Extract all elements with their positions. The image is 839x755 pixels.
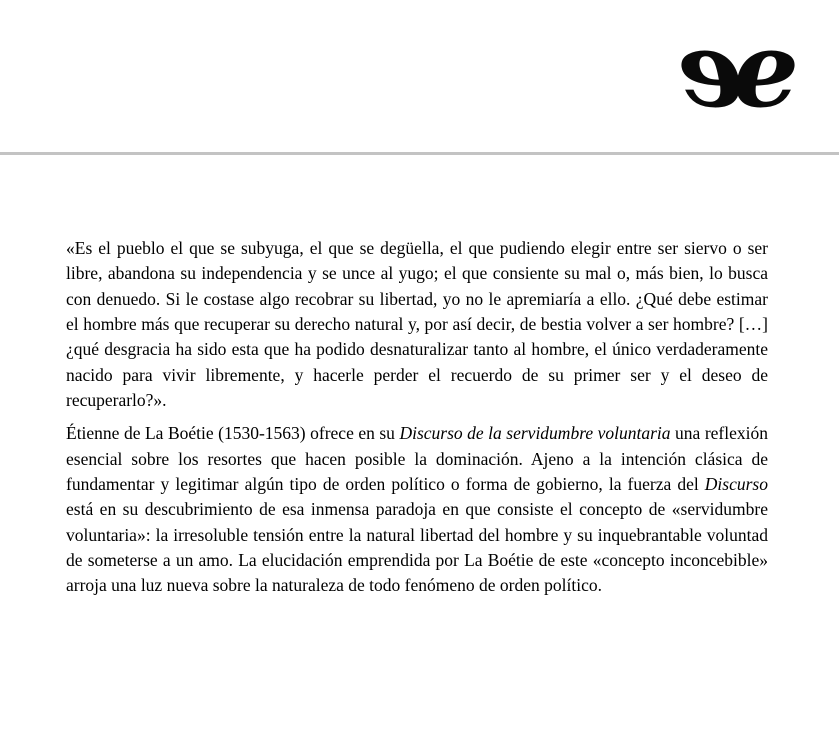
logo-e-icon: e	[732, 8, 799, 131]
description-segment: Étienne de La Boétie (1530-1563) ofrece en su	[66, 423, 400, 444]
epublibre-logo	[676, 8, 799, 131]
quote-text: «Es el pueblo el que se subyuga, el que se degüella, el que pudiendo elegir entre ser siervo o ser libre, abandona su independencia y se unce al yugo; el que consiente su mal o, más bien, lo busca con denuedo. Si le costase algo recobrar su libertad, yo no le apremiaría a ello. ¿Qué debe estimar el hombre más que recuperar su derecho natural y, por así decir, de bestia volver a ser hombre? […] ¿qué desgracia ha sido esta que ha podido desnaturalizar tanto al hombre, el único verdaderamente nacido para vivir libremente, y hacerle perder el recuerdo de su primer ser y el deseo de recuperarlo?».	[66, 238, 768, 411]
book-title-italic: Discurso de la servidumbre voluntaria	[399, 423, 671, 444]
description-paragraph	[66, 421, 768, 598]
description-segment: una reflexión esencial sobre los resortes que hacen posible la dominación. Ajeno a la intención clásica de fundamentar y legitimar algún tipo de orden político o forma de gobierno, la fuerza del	[66, 423, 768, 495]
synopsis-text-block	[66, 236, 768, 599]
horizontal-divider	[0, 152, 839, 155]
quote-paragraph	[66, 236, 768, 413]
logo-mirrored-e-icon: e	[676, 8, 743, 131]
book-title-short-italic: Discurso	[704, 474, 768, 495]
description-segment: está en su descubrimiento de esa inmensa paradoja en que consiste el concepto de «servidumbre voluntaria»: la irresoluble tensión entre la natural libertad del hombre y su inquebrantable voluntad de someterse a un amo. La elucidación emprendida por La Boétie de este «concepto inconcebible» arroja una luz nueva sobre la naturaleza de todo fenómeno de orden político.	[66, 499, 768, 596]
